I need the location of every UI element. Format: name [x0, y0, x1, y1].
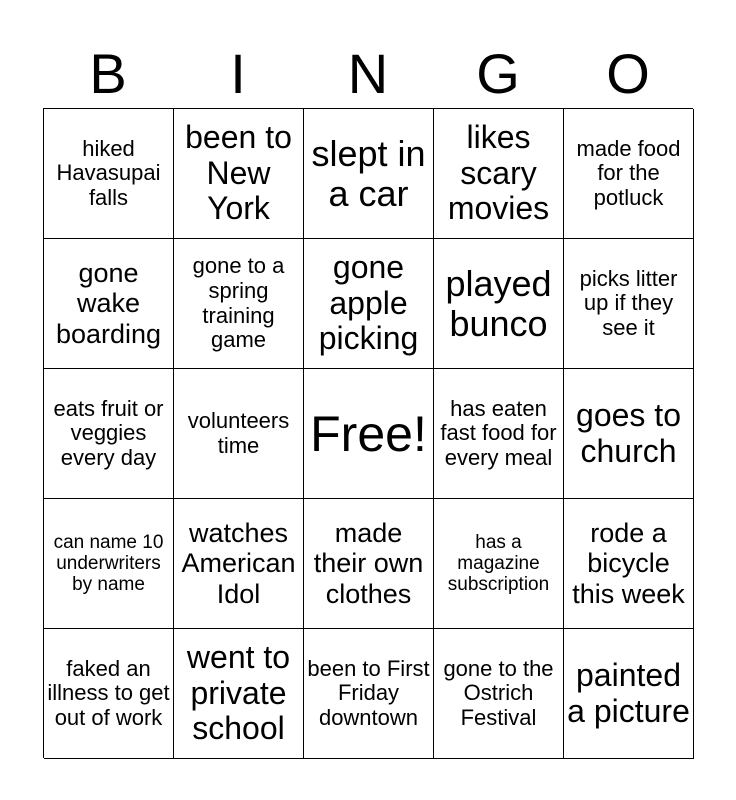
bingo-cell-text: rode a bicycle this week — [572, 518, 685, 609]
bingo-cell-n5[interactable] — [304, 629, 434, 759]
bingo-cell-text: picks litter up if they see it — [579, 265, 678, 340]
bingo-cell-text: eats fruit or veggies every day — [53, 395, 164, 470]
bingo-cell-text: watches American Idol — [181, 518, 296, 609]
header-letter-g: G — [476, 42, 520, 105]
header-letter-n: N — [347, 42, 389, 105]
bingo-header — [43, 40, 693, 108]
bingo-cell-g5[interactable] — [434, 629, 564, 759]
bingo-cell-text: made food for the potluck — [576, 135, 681, 210]
bingo-cell-text: went to private school — [186, 638, 291, 747]
bingo-cell-n2[interactable] — [304, 239, 434, 369]
bingo-cell-text: gone to a spring training game — [192, 253, 285, 353]
bingo-cell-text: gone apple picking — [318, 248, 419, 357]
header-letter-o: O — [606, 42, 650, 105]
bingo-cell-o3[interactable] — [564, 369, 694, 499]
bingo-cell-text: slept in a car — [311, 132, 426, 214]
bingo-cell-i2[interactable] — [174, 239, 304, 369]
bingo-cell-text: likes scary movies — [447, 118, 550, 227]
bingo-cell-text: faked an illness to get out of work — [47, 655, 170, 730]
bingo-cell-i4[interactable] — [174, 499, 304, 629]
bingo-cell-i3[interactable] — [174, 369, 304, 499]
bingo-cell-n4[interactable] — [304, 499, 434, 629]
bingo-cell-g2[interactable] — [434, 239, 564, 369]
bingo-cell-free[interactable] — [304, 369, 434, 499]
header-letter-i: I — [230, 42, 246, 105]
bingo-cell-text: has a magazine subscription — [447, 531, 550, 596]
bingo-cell-text: hiked Havasupai falls — [56, 135, 161, 210]
bingo-cell-o2[interactable] — [564, 239, 694, 369]
bingo-cell-o4[interactable] — [564, 499, 694, 629]
bingo-cell-text: goes to church — [576, 396, 681, 469]
bingo-cell-o5[interactable] — [564, 629, 694, 759]
bingo-cell-o1[interactable] — [564, 109, 694, 239]
bingo-cell-b3[interactable] — [44, 369, 174, 499]
bingo-cell-text: played bunco — [445, 262, 552, 344]
bingo-cell-g4[interactable] — [434, 499, 564, 629]
bingo-cell-text: painted a picture — [567, 656, 690, 729]
bingo-cell-b4[interactable] — [44, 499, 174, 629]
bingo-cell-text: made their own clothes — [313, 518, 424, 609]
bingo-cell-text: gone wake boarding — [55, 258, 162, 349]
bingo-cell-text: been to First Friday downtown — [307, 655, 430, 730]
bingo-cell-b5[interactable] — [44, 629, 174, 759]
bingo-cell-g3[interactable] — [434, 369, 564, 499]
bingo-cell-b2[interactable] — [44, 239, 174, 369]
bingo-cell-text: can name 10 underwriters by name — [53, 531, 164, 596]
bingo-cell-b1[interactable] — [44, 109, 174, 239]
bingo-cell-text: been to New York — [185, 118, 292, 227]
bingo-board — [43, 108, 693, 758]
bingo-cell-i1[interactable] — [174, 109, 304, 239]
bingo-cell-i5[interactable] — [174, 629, 304, 759]
bingo-cell-text: volunteers time — [187, 407, 290, 458]
bingo-cell-g1[interactable] — [434, 109, 564, 239]
bingo-cell-text: has eaten fast food for every meal — [440, 395, 557, 470]
header-letter-b: B — [89, 42, 127, 105]
bingo-cell-text: Free! — [310, 405, 427, 462]
bingo-cell-n1[interactable] — [304, 109, 434, 239]
bingo-cell-text: gone to the Ostrich Festival — [443, 655, 554, 730]
